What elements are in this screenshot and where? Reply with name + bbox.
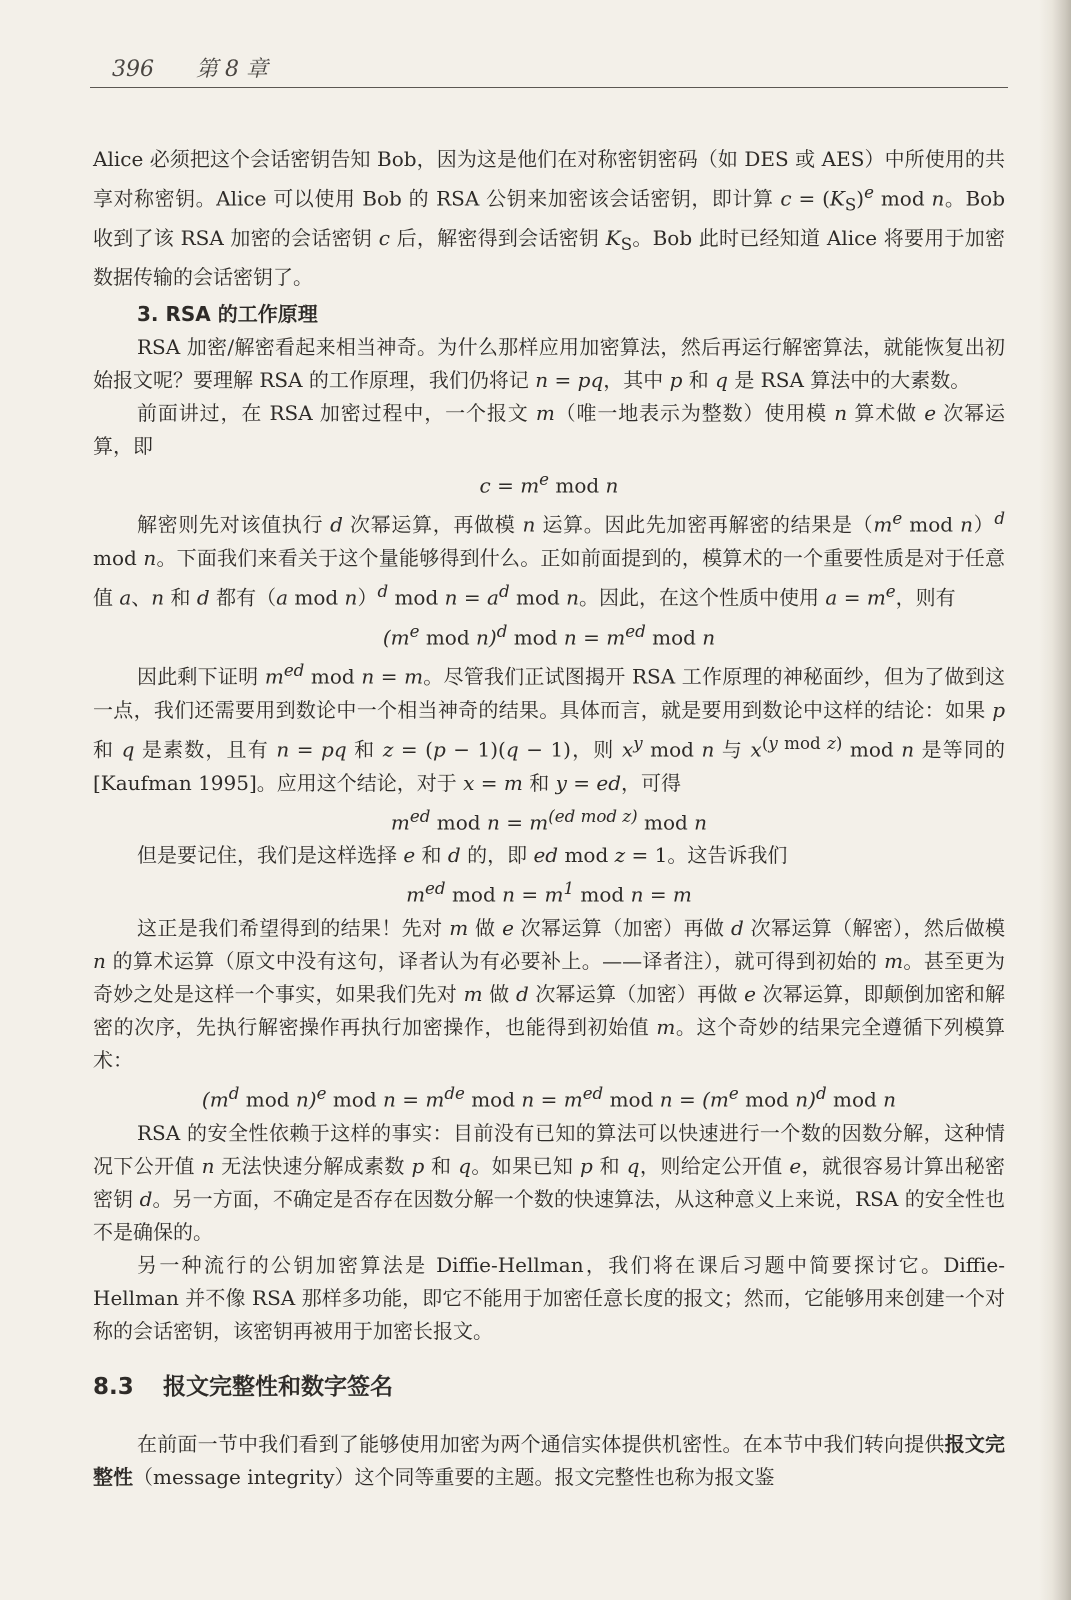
section-number: 8.3 [93,1373,134,1400]
paragraph: 这正是我们希望得到的结果！先对 m 做 e 次幂运算（加密）再做 d 次幂运算（解密），然后做模 n 的算术运算（原文中没有这句，译者认为有必要补上。——译者注），就可得到初始的 m。甚至更为奇妙之处是这样一个事实，如果我们先对 m 做 d 次幂运算（加密）再做 e 次幂运算，即颠倒加密和解密的次序，先执行解密操作再执行加密操作，也能得到初始值 m。这个奇妙的结果完全遵循下列模算术： [93,915,1006,1072]
equation: $c = m^e$ mod n [479,469,619,498]
equation: ($m^d$ mod n)$^e$ mod $n = m^{de}$ mod $n = m^{ed}$ mod $n = (m^e$ mod n)$^d$ mod n [201,1083,897,1112]
equation: $m^{ed}$ mod $n = m^{(ed mod z)}$ mod n [390,806,708,835]
paragraph: 但是要记住，我们是这样选择 e 和 d 的，即 ed mod z = 1。这告诉我们 [137,843,788,868]
running-header [112,52,268,83]
subheading: 3. RSA 的工作原理 [137,301,318,326]
page-number: 396 [112,57,154,82]
section-title: 报文完整性和数字签名 [163,1373,393,1400]
paragraph: 另一种流行的公钥加密算法是 Diffie-Hellman，我们将在课后习题中简要探讨它。Diffie-Hellman 并不像 RSA 那样多功能，即它不能用于加密任意长度的报文；然而，它能够用来创建一个对称的会话密钥，该密钥再被用于加密长报文。 [93,1252,1005,1343]
paragraph: RSA 的安全性依赖于这样的事实：目前没有已知的算法可以快速进行一个数的因数分解，这种情况下公开值 n 无法快速分解成素数 p 和 q。如果已知 p 和 q，则给定公开值 e，就很容易计算出秘密密钥 d。另一方面，不确定是否存在因数分解一个数的快速算法，从这种意义上来说，RSA 的安全性也不是确保的。 [93,1120,1006,1244]
equation: ($m^e$ mod n)$^d$ mod $n = m^{ed}$ mod n [382,621,716,650]
paragraph: 在前面一节中我们看到了能够使用加密为两个通信实体提供机密性。在本节中我们转向提供报文完整性（message integrity）这个同等重要的主题。报文完整性也称为报文鉴 [93,1431,1006,1489]
paragraph: 解密则先对该值执行 d 次幂运算，再做模 n 运算。因此先加密再解密的结果是（$m^e$ mod n）$^d$ mod n。下面我们来看关于这个量能够得到什么。正如前面提到的，模算术的一个重要性质是对于任意值 a、n 和 d 都有（a mod n）$^d$ mod $n = a^d$ mod n。因此，在这个性质中使用 $a = m^e$，则有 [93,509,1006,610]
equation: $m^{ed}$ mod $n = m^1$ mod n = m [406,879,692,907]
page-body [93,143,1005,1494]
paragraph: Alice 必须把这个会话密钥告知 Bob，因为这是他们在对称密钥密码（如 DES 或 AES）中所使用的共享对称密钥。Alice 可以使用 Bob 的 RSA 公钥来加密该会话密钥，即计算 $c = (K_S)^e$ mod n。Bob 收到了该 RSA 加密的会话密钥 c 后，解密得到会话密钥 $K_S$。Bob 此时已经知道 Alice 将要用于加密数据传输的会话密钥了。 [93,147,1006,289]
section-heading [93,1370,1005,1404]
paragraph: 前面讲过，在 RSA 加密过程中，一个报文 m（唯一地表示为整数）使用模 n 算术做 e 次幂运算，即 [93,400,1006,458]
paragraph: 因此剩下证明 $m^{ed}$ mod n = m。尽管我们正试图揭开 RSA 工作原理的神秘面纱，但为了做到这一点，我们还需要用到数论中一个相当神奇的结果。具体而言，就是要用到数论中这样的结论：如果 p 和 q 是素数，且有 n = pq 和 z = (p − 1)(q − 1)，则 $x^y$ mod n 与 $x^{(y mod z)}$ mod n 是等同的 [Kaufman 1995]。应用这个结论，对于 x = m 和 y = ed，可得 [93,661,1006,795]
header-rule [90,87,1008,88]
book-spine-shadow [1039,0,1071,1600]
paragraph: RSA 加密/解密看起来相当神奇。为什么那样应用加密算法，然后再运行解密算法，就能恢复出初始报文呢？要理解 RSA 的工作原理，我们仍将记 n = pq，其中 p 和 q 是 RSA 算法中的大素数。 [93,334,1005,392]
chapter-label: 第 8 章 [196,57,268,82]
